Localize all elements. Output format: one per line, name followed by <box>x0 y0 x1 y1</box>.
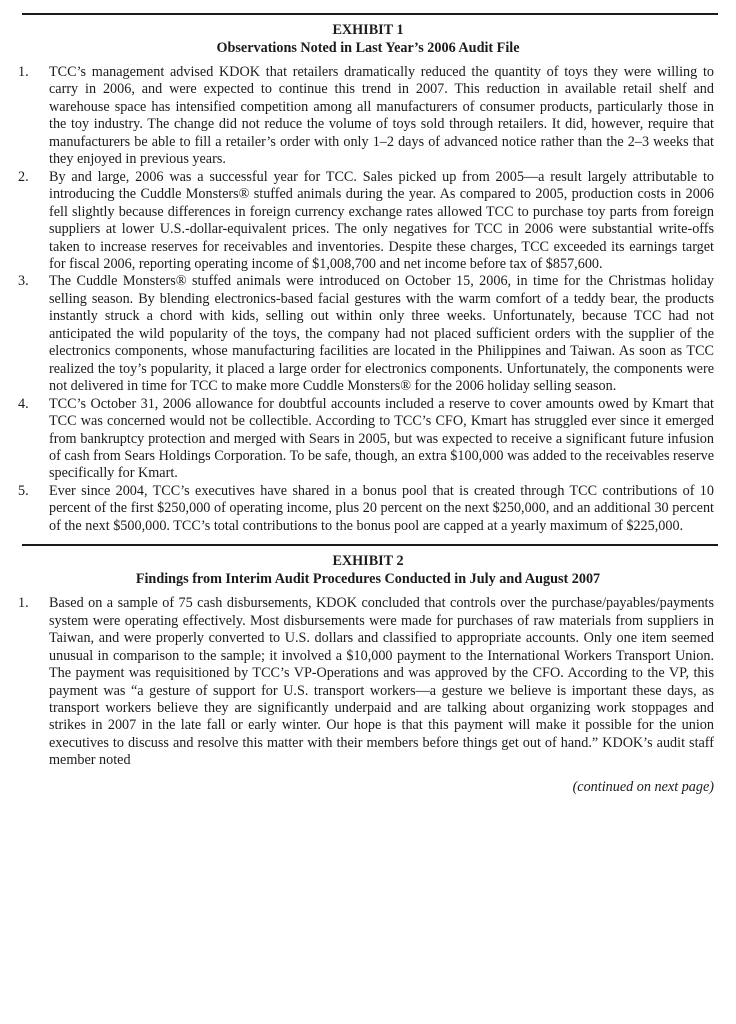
item-text: TCC’s October 31, 2006 allowance for doubtful accounts included a reserve to cover amounts owed by Kmart that TCC was concerned would not be collectible. According to TCC’s CFO, Kmart has struggled ever since it emerged from bankruptcy protection and merged with Sears in 2005, but was expected to receive a significant future infusion of cash from Sears Holdings Corporation. To be safe, though, an extra $100,000 was added to the receivables reserve specifically for Kmart. <box>49 395 714 482</box>
exhibit2-top-rule <box>22 544 718 546</box>
item-number: 2. <box>18 168 29 185</box>
item-text: Based on a sample of 75 cash disbursements, KDOK concluded that controls over the purchase/payables/payments system were operating effectively. Most disbursements were made for purchases of raw materials from suppliers in Taiwan, and were properly converted to U.S. dollars and classified to appropriate accounts. Only one item seemed unusual in comparison to the sample; it involved a $10,000 payment to the International Workers Transport Union. The payment was requisitioned by TCC’s VP-Operations and was approved by the CFO. According to the VP, this payment was “a gesture of support for U.S. transport workers—a gesture we believe is important these days, as transport workers believe they are significantly underpaid and are talking about organizing work stoppages and strikes in 2007 in the late fall or early winter. Our hope is that this payment will make it possible for the union executives to discuss and resolve this matter with their members before things get out of hand.” KDOK’s audit staff member noted <box>49 595 714 769</box>
exhibit2-item-1 <box>18 595 718 770</box>
item-number: 4. <box>18 395 29 412</box>
item-text: By and large, 2006 was a successful year for TCC. Sales picked up from 2005—a result largely attributable to introducing the Cuddle Monsters® stuffed animals during the year. As compared to 2005, production costs in 2006 fell slightly because differences in foreign currency exchange rates allowed TCC to purchase toy parts from foreign suppliers at lower U.S.-dollar-equivalent prices. The only negatives for TCC in 2006 were substantial write-offs taken to increase reserves for receivables and inventories. Despite these charges, TCC exceeded its earnings target for fiscal 2006, reporting operating income of $1,008,700 and net income before tax of $857,600. <box>49 168 714 272</box>
item-text: The Cuddle Monsters® stuffed animals were introduced on October 15, 2006, in time for the Christmas holiday selling season. By blending electronics-based facial gestures with the warm comfort of a teddy bear, the products instantly struck a chord with kids, selling out within only three weeks. Unfortunately, because TCC had not anticipated the wild popularity of the toys, the company had not placed sufficient orders with the supplier of the electronics components, whose manufacturing facilities are located in the Philippines and Taiwan. As soon as TCC realized the toy’s popularity, it placed a large order for electronics components. Unfortunately, the components were not delivered in time for TCC to make more Cuddle Monsters® for the 2006 holiday selling season. <box>49 273 714 395</box>
continued-note: (continued on next page) <box>572 778 714 795</box>
exhibit1-list <box>18 64 718 535</box>
exhibit1-item-5 <box>18 483 718 535</box>
item-text: TCC’s management advised KDOK that retailers dramatically reduced the quantity of toys they were willing to carry in 2006, and were expected to continue this trend in 2007. This reduction in available retail shelf and warehouse space has intensified competition among all manufacturers of consumer products, particularly those in the toy industry. The change did not reduce the volume of toys sold through retailers. It did, however, require that manufacturers be able to fill a retailer’s order with only 1–2 days of advanced notice rather than the 2–3 weeks that they enjoyed in previous years. <box>49 64 714 168</box>
exhibit1-item-2 <box>18 169 718 274</box>
exhibit2-subtitle: Findings from Interim Audit Procedures Conducted in July and August 2007 <box>135 571 601 588</box>
exhibit1-item-1 <box>18 64 718 169</box>
exhibit1-top-rule <box>22 13 718 15</box>
item-number: 5. <box>18 482 29 499</box>
exhibit1-subtitle: Observations Noted in Last Year’s 2006 Audit File <box>216 40 520 56</box>
exhibit1-item-3 <box>18 273 718 395</box>
item-text: Ever since 2004, TCC’s executives have shared in a bonus pool that is created through TCC contributions of 10 percent of the first $250,000 of operating income, plus 20 percent on the next $250,000, and an additional 30 percent of the next $500,000. TCC’s total contributions to the bonus pool are capped at a yearly maximum of $225,000. <box>49 482 714 534</box>
exhibit1-item-4 <box>18 396 718 483</box>
item-number: 1. <box>18 595 29 612</box>
exhibit2-title: EXHIBIT 2 <box>332 553 404 570</box>
item-number: 1. <box>18 64 29 80</box>
item-number: 3. <box>18 273 29 290</box>
exhibit1-title: EXHIBIT 1 <box>332 22 404 38</box>
exhibit2-list <box>18 595 718 770</box>
document-page <box>18 0 718 796</box>
